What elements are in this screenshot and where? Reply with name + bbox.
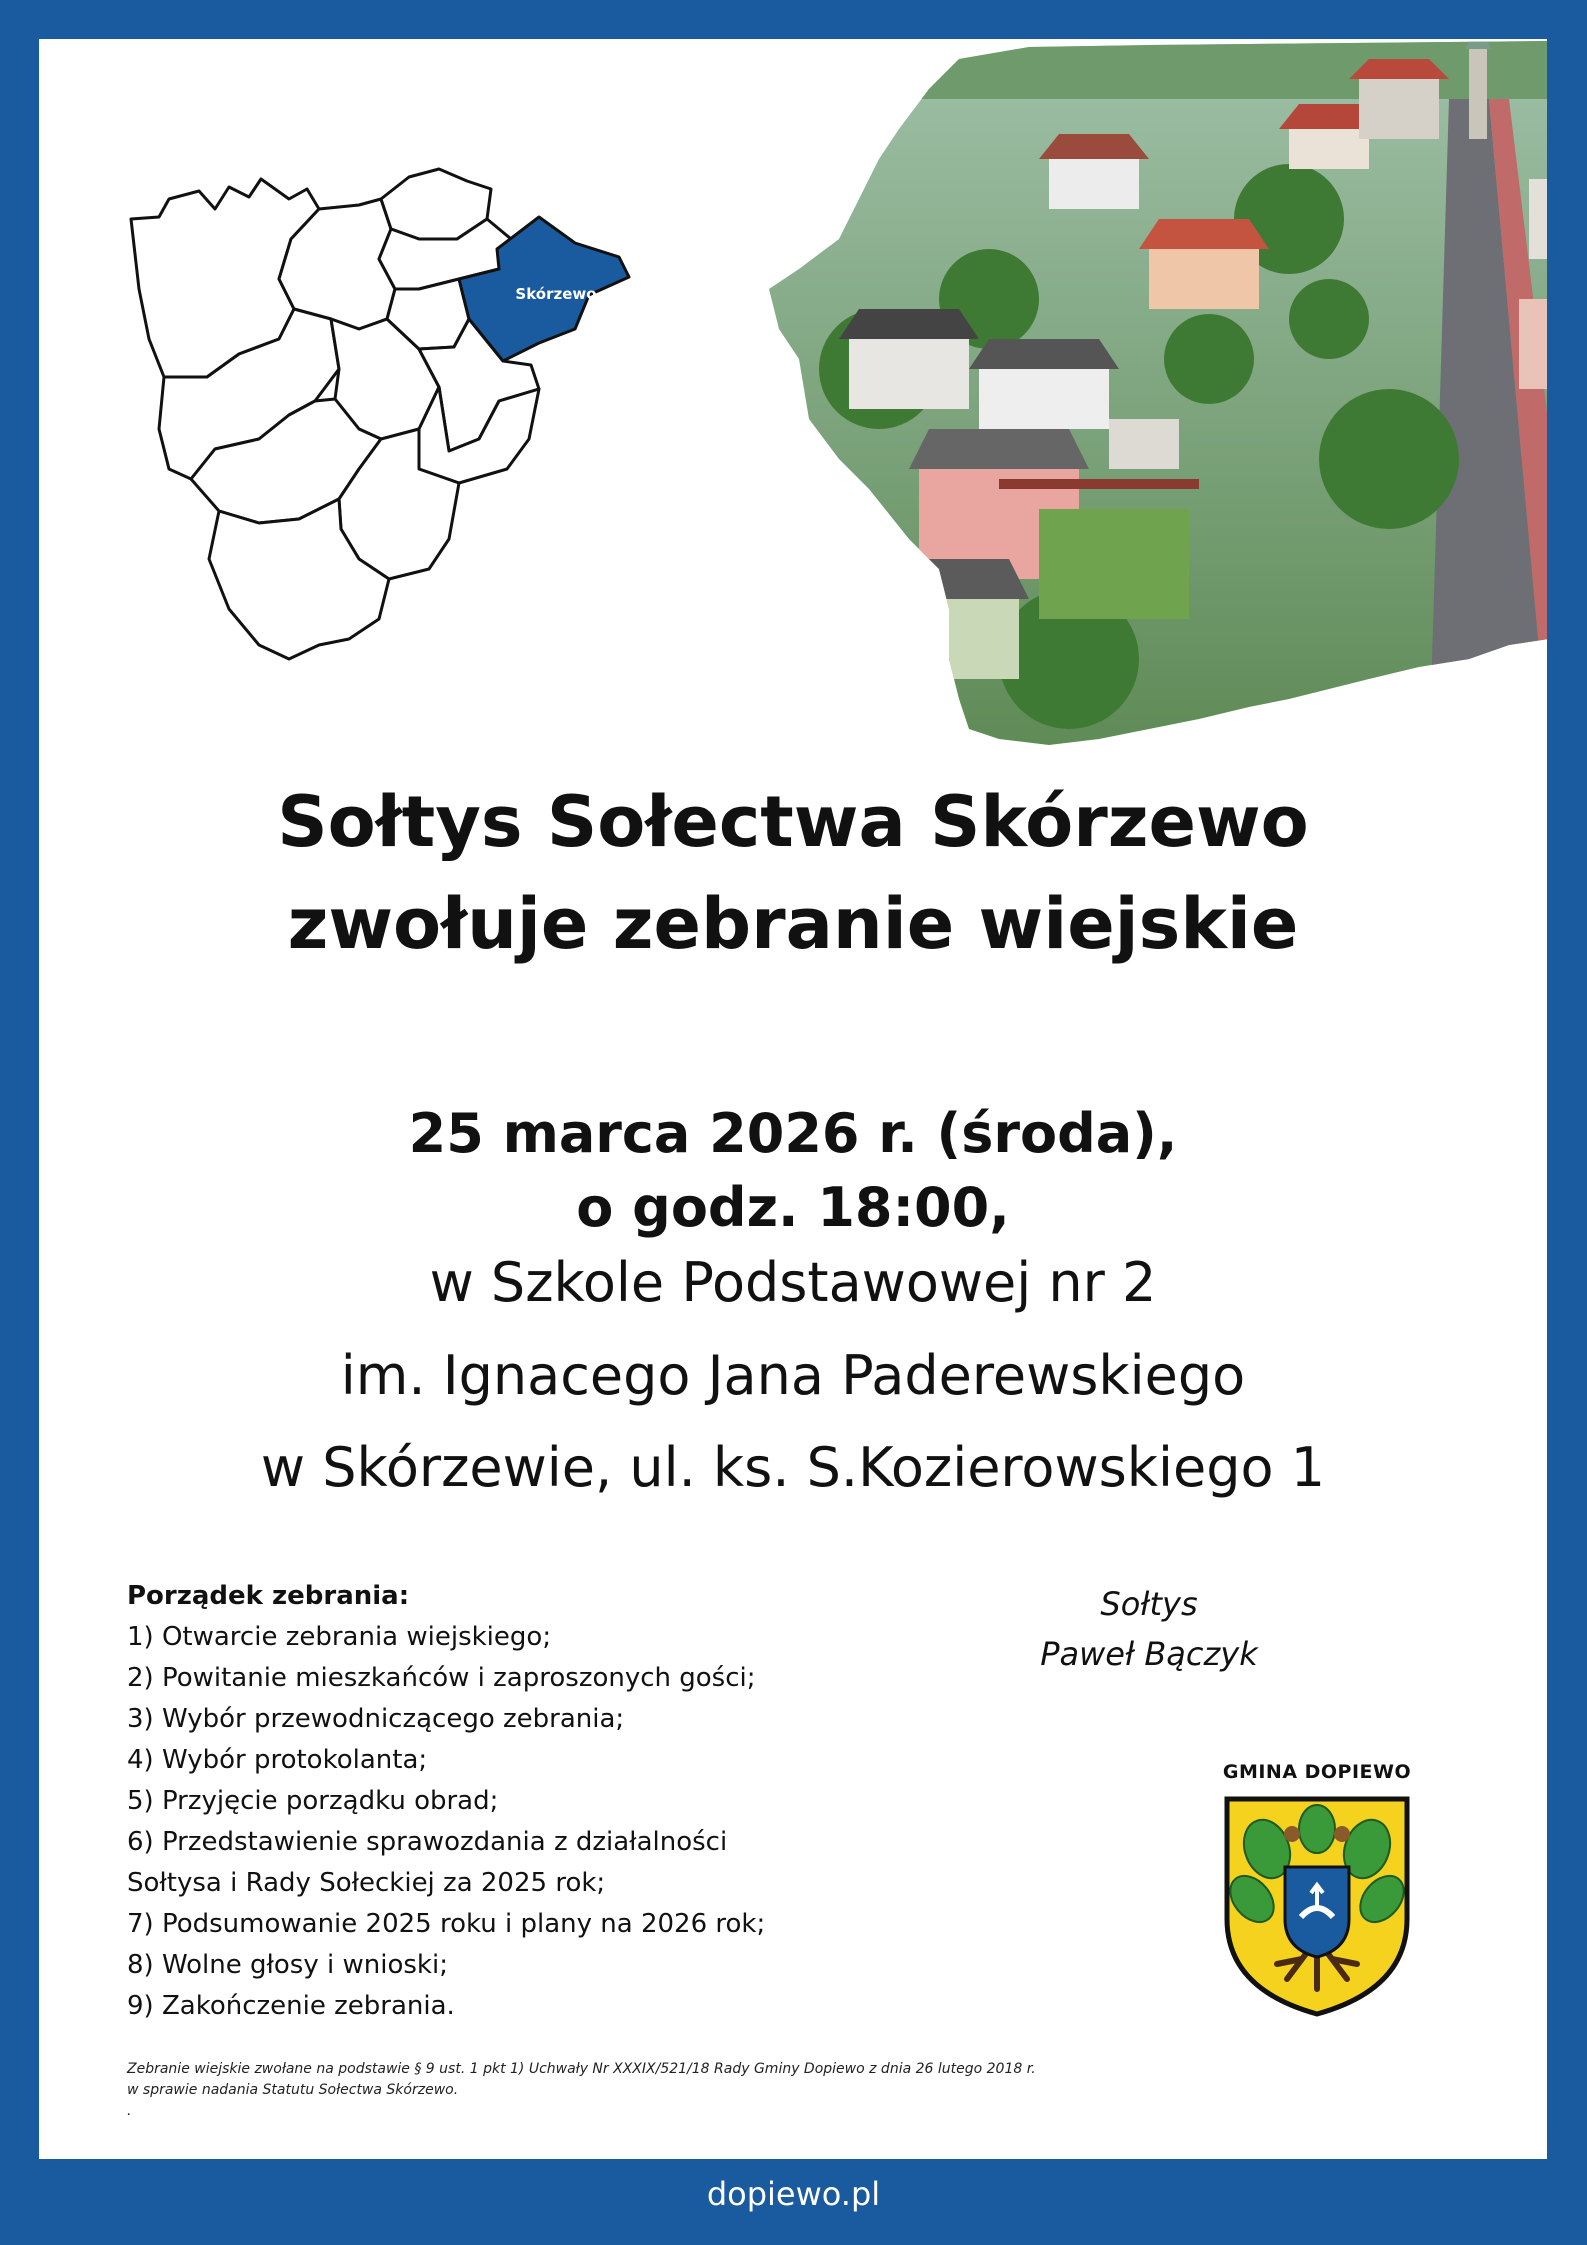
footer-url[interactable]: dopiewo.pl xyxy=(706,2175,881,2213)
meeting-date: 25 marca 2026 r. (środa), xyxy=(408,1102,1178,1165)
crest-label: GMINA DOPIEWO xyxy=(1222,1761,1412,1783)
coat-of-arms-icon xyxy=(1217,1789,1417,2019)
skorzewo-map-label: Skórzewo xyxy=(515,285,597,303)
aerial-village-photo xyxy=(729,39,1547,759)
agenda-item: 3) Wybór przewodniczącego zebrania; xyxy=(127,1704,625,1734)
agenda-title: Porządek zebrania: xyxy=(127,1581,410,1611)
legal-footnote xyxy=(127,2059,1327,2122)
signature xyxy=(999,1579,1299,1679)
footnote-line: w sprawie nadania Statutu Sołectwa Skórzewo. xyxy=(127,2082,459,2098)
meeting-place-line-3: w Skórzewie, ul. ks. S.Kozierowskiego 1 xyxy=(260,1436,1326,1499)
agenda-item: 1) Otwarcie zebrania wiejskiego; xyxy=(127,1622,552,1652)
agenda-item: 2) Powitanie mieszkańców i zaproszonych gości; xyxy=(127,1663,756,1693)
agenda-item: 7) Podsumowanie 2025 roku i plany na 2026 rok; xyxy=(127,1909,766,1939)
agenda xyxy=(127,1576,887,2027)
meeting-time: o godz. 18:00, xyxy=(576,1176,1010,1239)
poster-content xyxy=(39,39,1547,2159)
meeting-place-line-1: w Szkole Podstawowej nr 2 xyxy=(429,1251,1157,1314)
heading-line-2: zwołuje zebranie wiejskie xyxy=(287,883,1299,965)
sołectwa-map xyxy=(119,139,729,739)
heading-line-1: Sołtys Sołectwa Skórzewo xyxy=(277,781,1309,863)
agenda-item: 9) Zakończenie zebrania. xyxy=(127,1991,455,2021)
footnote-line: Zebranie wiejskie zwołane na podstawie § 9 ust. 1 pkt 1) Uchwały Nr XXXIX/521/18 Rady Gminy Dopiewo z dnia 26 lutego 2018 r. xyxy=(127,2061,1036,2077)
agenda-item: 6) Przedstawienie sprawozdania z działalności xyxy=(127,1827,728,1857)
footnote-line: . xyxy=(127,2103,132,2119)
agenda-item: 4) Wybór protokolanta; xyxy=(127,1745,428,1775)
agenda-item: Sołtysa i Rady Sołeckiej za 2025 rok; xyxy=(127,1868,606,1898)
gmina-crest xyxy=(1207,1761,1427,2021)
agenda-item: 8) Wolne głosy i wnioski; xyxy=(127,1950,448,1980)
agenda-item: 5) Przyjęcie porządku obrad; xyxy=(127,1786,499,1816)
meeting-place-line-2: im. Ignacego Jana Paderewskiego xyxy=(340,1344,1246,1407)
signature-role: Sołtys xyxy=(1100,1585,1198,1623)
signature-name: Paweł Bączyk xyxy=(1040,1635,1258,1673)
